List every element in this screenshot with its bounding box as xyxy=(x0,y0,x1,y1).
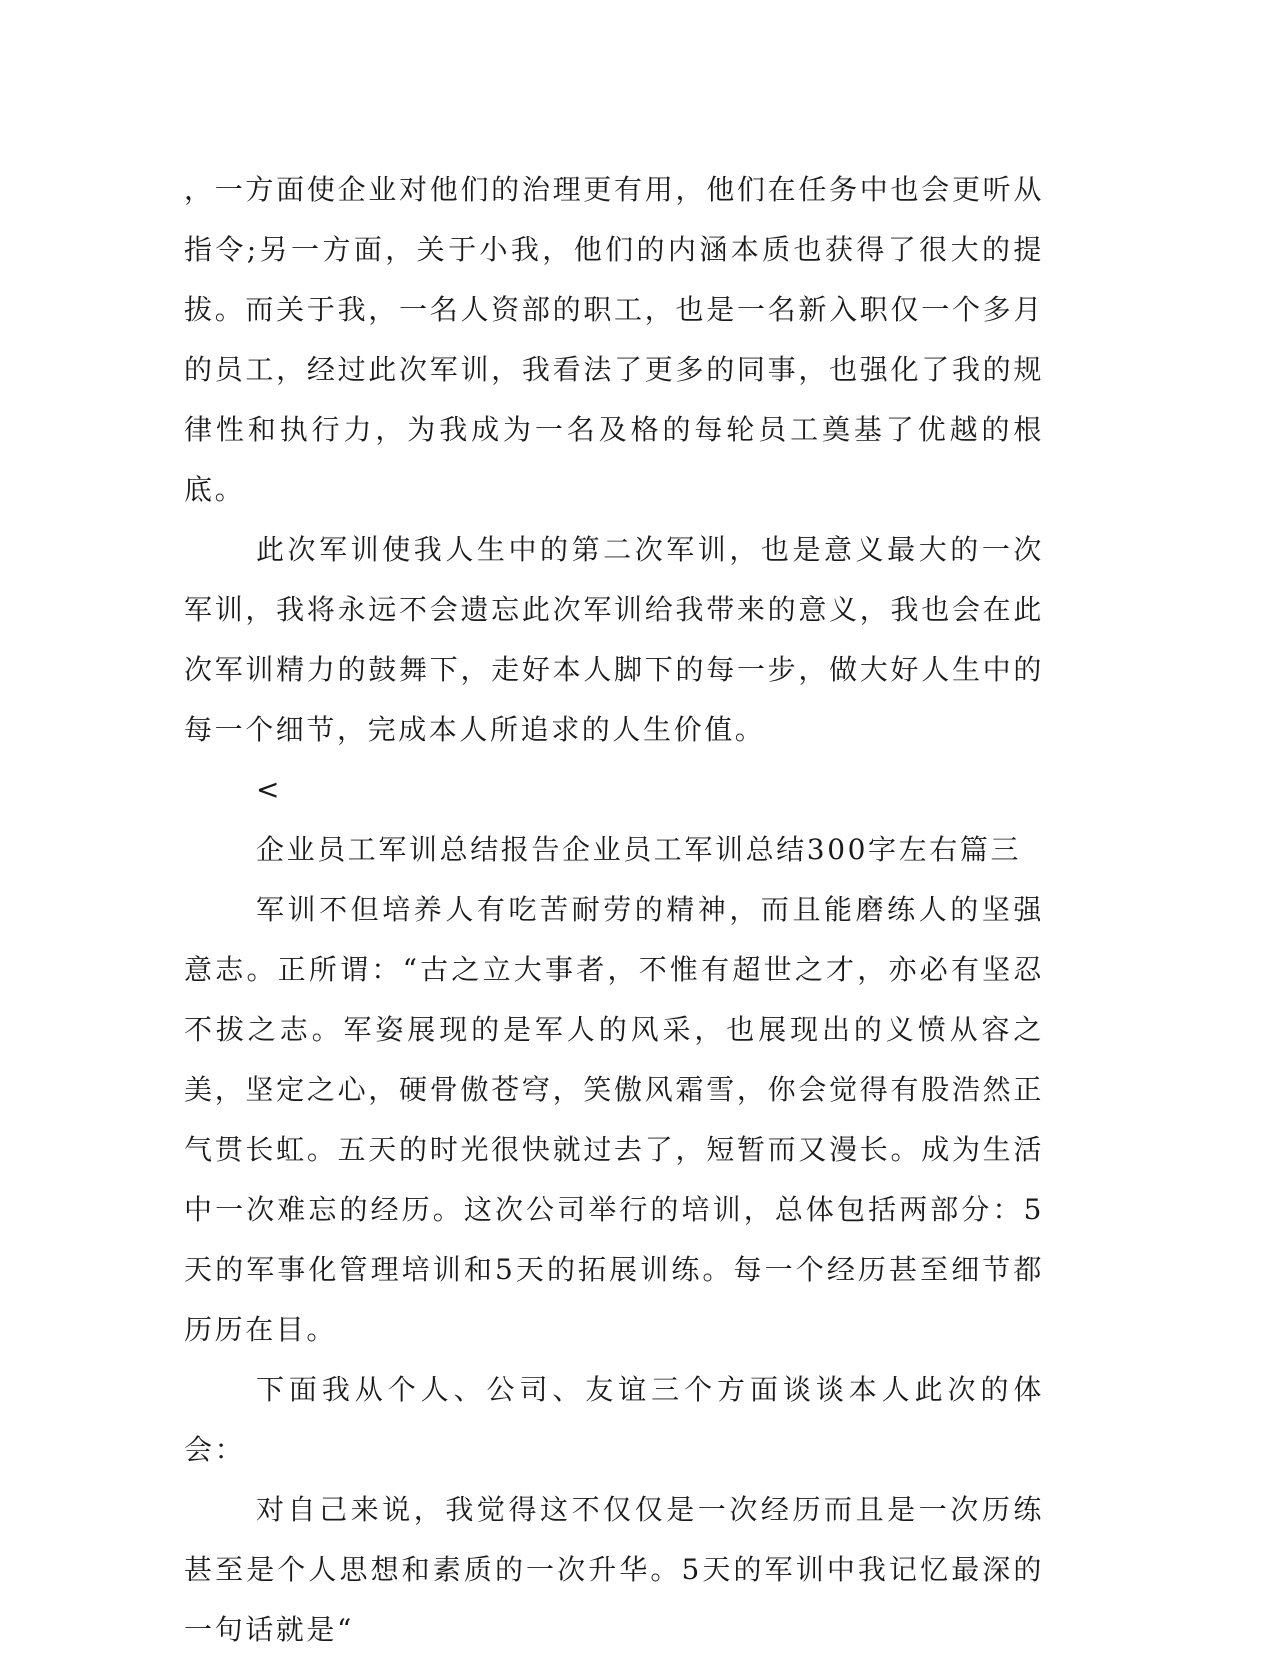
paragraph-second-training: 此次军训使我人生中的第二次军训，也是意义最大的一次军训，我将永远不会遗忘此次军训给我带来的意义，我也会在此次军训精力的鼓舞下，走好本人脚下的每一步，做大好人生中的每一个细节，完成本人所追求的人生价值。 xyxy=(184,533,1044,746)
section-heading: 企业员工军训总结报告企业员工军训总结300字左右篇三 xyxy=(256,833,1022,866)
paragraph-three-aspects: 下面我从个人、公司、友谊三个方面谈谈本人此次的体会： xyxy=(184,1373,1044,1466)
paragraph-personal: 对自己来说，我觉得这不仅仅是一次经历而且是一次历练甚至是个人思想和素质的一次升华。5天的军训中我记忆最深的一句话就是“ xyxy=(184,1493,1044,1646)
paragraph-marker: < xyxy=(256,773,283,806)
paragraph-training-benefits: 军训不但培养人有吃苦耐劳的精神，而且能磨练人的坚强意志。正所谓：“古之立大事者，不惟有超世之才，亦必有坚忍不拔之志。军姿展现的是军人的风采，也展现出的义愤从容之美，坚定之心，硬骨傲苍穹，笑傲风霜雪，你会觉得有股浩然正气贯长虹。五天的时光很快就过去了，短暂而又漫长。成为生活中一次难忘的经历。这次公司举行的培训，总体包括两部分：5天的军事化管理培训和5天的拓展训练。每一个经历甚至细节都历历在目。 xyxy=(184,893,1044,1346)
document-body xyxy=(184,160,1044,1660)
paragraph-continuation: ，一方面使企业对他们的治理更有用，他们在任务中也会更听从指令;另一方面，关于小我，他们的内涵本质也获得了很大的提拔。而关于我，一名人资部的职工，也是一名新入职仅一个多月的员工，经过此次军训，我看法了更多的同事，也强化了我的规律性和执行力，为我成为一名及格的每轮员工奠基了优越的根底。 xyxy=(184,173,1044,506)
